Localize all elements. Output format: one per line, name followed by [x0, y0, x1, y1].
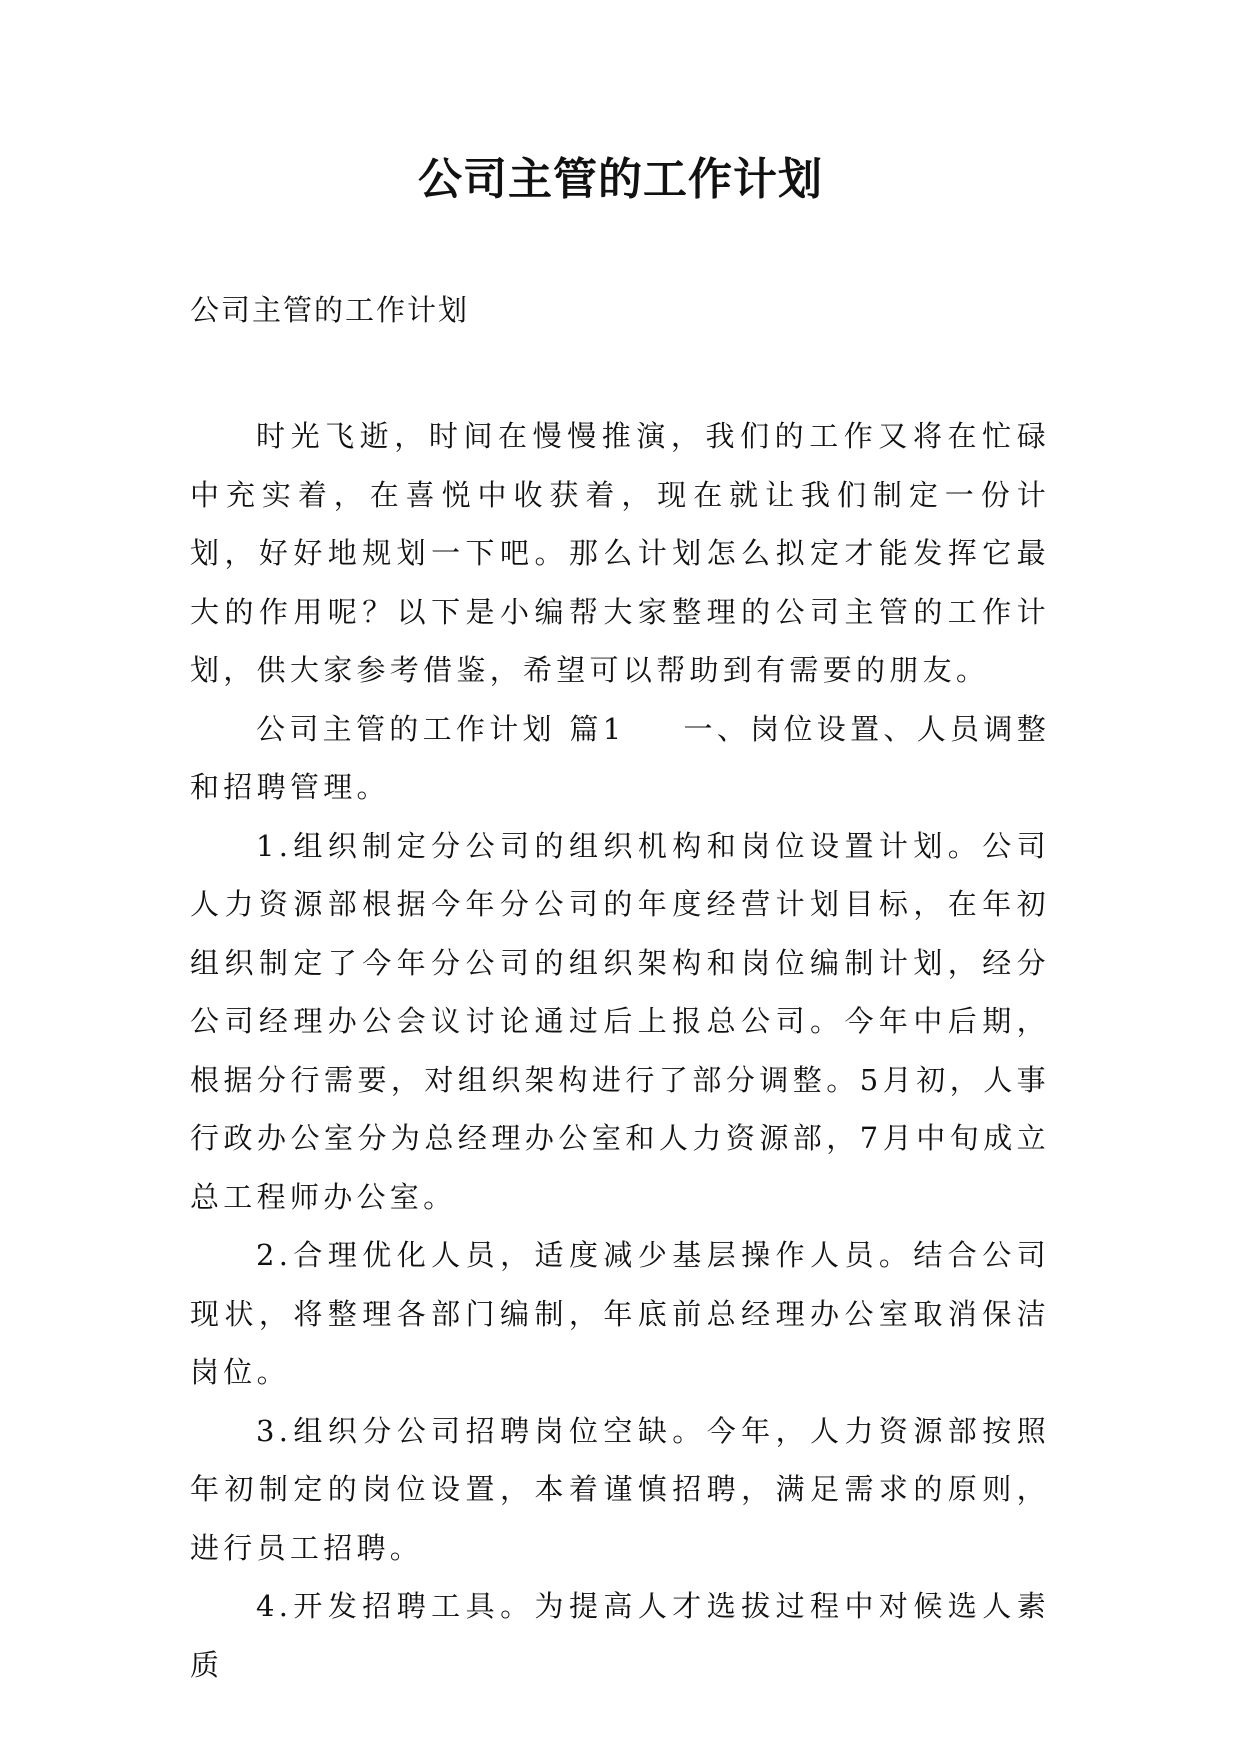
document-body — [190, 407, 1050, 1694]
section-heading-paragraph — [190, 700, 1050, 817]
item-1-paragraph: 1.组织制定分公司的组织机构和岗位设置计划。公司人力资源部根据今年分公司的年度经营计划目标，在年初组织制定了今年分公司的组织架构和岗位编制计划，经分公司经理办公会议讨论通过后上报总公司。今年中后期，根据分行需要，对组织架构进行了部分调整。5月初，人事行政办公室分为总经理办公室和人力资源部，7月中旬成立总工程师办公室。 — [190, 828, 1050, 1214]
item-2-paragraph: 2.合理优化人员，适度减少基层操作人员。结合公司现状，将整理各部门编制，年底前总经理办公室取消保洁岗位。 — [190, 1238, 1050, 1389]
section-heading: 公司主管的工作计划 篇1 — [256, 711, 626, 746]
item-3-paragraph: 3.组织分公司招聘岗位空缺。今年，人力资源部按照年初制定的岗位设置，本着谨慎招聘，满足需求的原则，进行员工招聘。 — [190, 1413, 1050, 1565]
document-title: 公司主管的工作计划 — [418, 154, 823, 205]
item-4-paragraph: 4.开发招聘工具。为提高人才选拔过程中对候选人素质 — [190, 1589, 1050, 1682]
intro-paragraph: 时光飞逝，时间在慢慢推演，我们的工作又将在忙碌中充实着，在喜悦中收获着，现在就让我们制定一份计划，好好地规划一下吧。那么计划怎么拟定才能发挥它最大的作用呢？以下是小编帮大家整理的公司主管的工作计划，供大家参考借鉴，希望可以帮助到有需要的朋友。 — [190, 419, 1050, 687]
document-subtitle: 公司主管的工作计划 — [190, 293, 470, 327]
section-first-item: 一、岗位设置、人员调整和招聘管理。 — [190, 711, 1050, 804]
